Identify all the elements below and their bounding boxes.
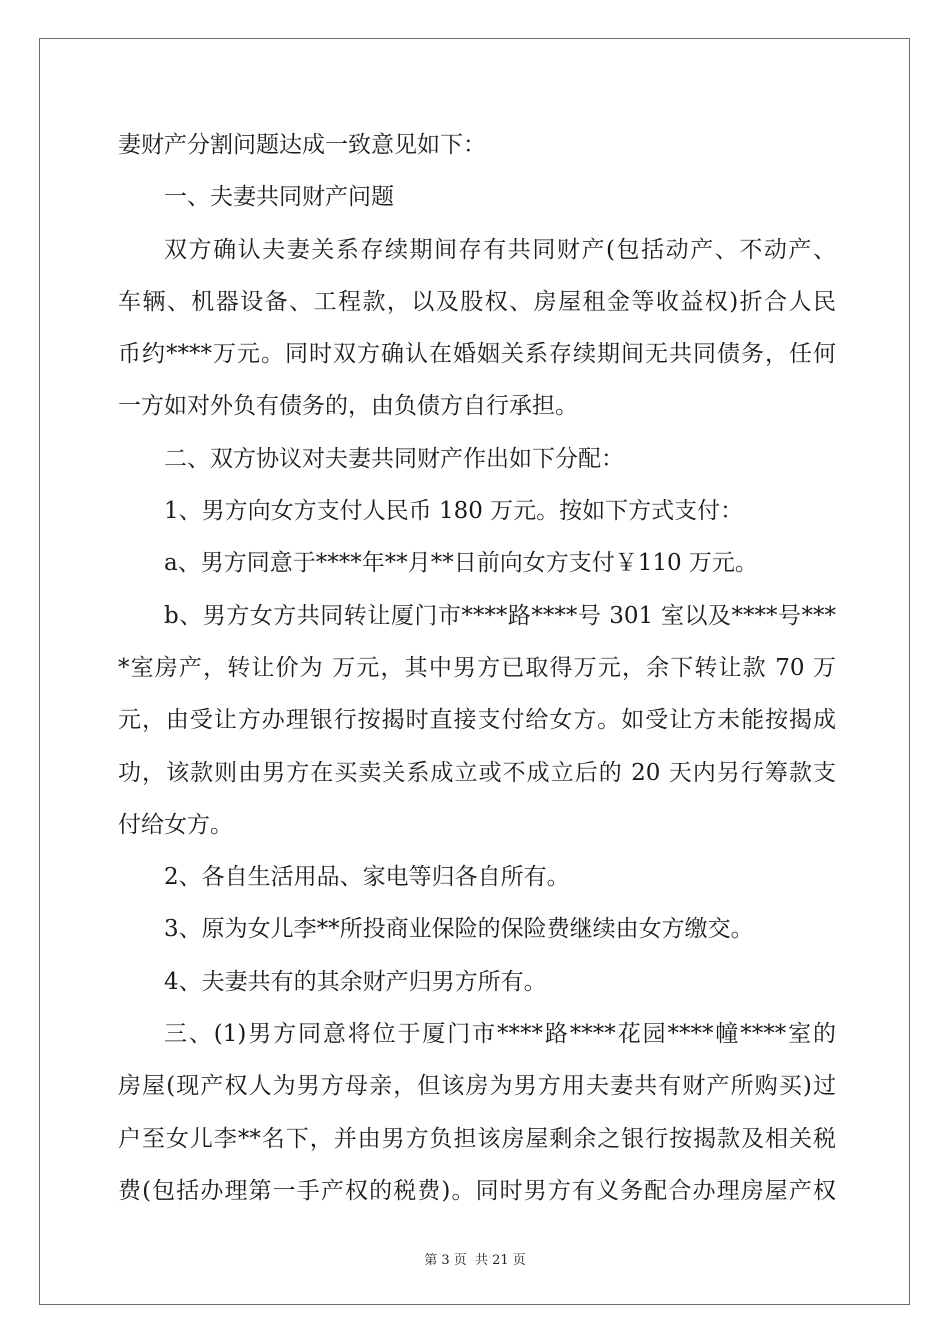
text-line: *室房产，转让价为 万元，其中男方已取得万元，余下转让款 70 万 [118, 654, 836, 681]
text-line: 3、原为女儿李**所投商业保险的保险费继续由女方缴交。 [164, 916, 754, 943]
page-footer [0, 1249, 950, 1268]
text-line: 1、男方向女方支付人民币 180 万元。按如下方式支付： [164, 498, 744, 525]
text-line: 双方确认夫妻关系存续期间存有共同财产(包括动产、不动产、 [164, 236, 836, 263]
text-line: 功，该款则由男方在买卖关系成立或不成立后的 20 天内另行筹款支 [118, 759, 836, 786]
text-line: 付给女方。 [118, 811, 233, 838]
text-line: 元，由受让方办理银行按揭时直接支付给女方。如受让方未能按揭成 [118, 707, 836, 734]
document-body [118, 126, 836, 1224]
text-line: a、男方同意于****年**月**日前向女方支付￥110 万元。 [164, 550, 758, 577]
text-line: 三、(1)男方同意将位于厦门市****路****花园****幢****室的 [164, 1021, 836, 1048]
text-line: 币约****万元。同时双方确认在婚姻关系存续期间无共同债务，任何 [118, 341, 836, 368]
text-line: 一方如对外负有债务的，由负债方自行承担。 [118, 393, 578, 420]
text-line: 房屋(现产权人为男方母亲，但该房为男方用夫妻共有财产所购买)过 [118, 1073, 836, 1100]
text-line: b、男方女方共同转让厦门市****路****号 301 室以及****号*** [164, 602, 836, 629]
text-line: 4、夫妻共有的其余财产归男方所有。 [164, 968, 547, 995]
text-line: 一、夫妻共同财产问题 [164, 184, 394, 211]
text-line: 二、双方协议对夫妻共同财产作出如下分配： [164, 445, 624, 472]
page-number: 第 3 页 [424, 1253, 467, 1268]
text-line: 妻财产分割问题达成一致意见如下： [118, 132, 486, 158]
text-line: 2、各自生活用品、家电等归各自所有。 [164, 864, 570, 891]
text-line: 户至女儿李**名下，并由男方负担该房屋剩余之银行按揭款及相关税 [118, 1125, 836, 1152]
page-total: 共 21 页 [474, 1253, 526, 1268]
text-line: 费(包括办理第一手产权的税费)。同时男方有义务配合办理房屋产权 [118, 1177, 836, 1204]
text-line: 车辆、机器设备、工程款，以及股权、房屋租金等收益权)折合人民 [118, 288, 836, 315]
